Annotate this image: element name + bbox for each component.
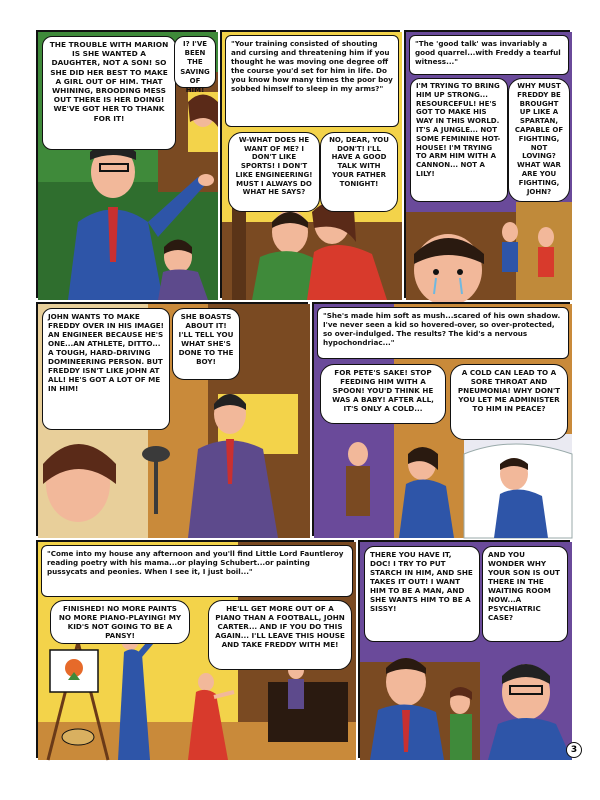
page-number: 3 <box>566 742 582 758</box>
narration-caption: "Your training consisted of shouting and cursing and threatening him if you thought he was moving one degree off the course you'd set for him in life. Do you know how many times the poor boy sobbed himself to sleep in my arms?" <box>225 35 399 127</box>
panel-4 <box>36 302 308 536</box>
dialogue-bubble-mother: JOHN WANTS TO MAKE FREDDY OVER IN HIS IMAGE! AN ENGINEER BECAUSE HE'S ONE...AN ATHLETE, DITTO... A TOUGH, HARD-DRIVING DOMINEERING PERSON. BUT FREDDY ISN'T LIKE JOHN AT ALL! HE'S GOT A LOT OF ME IN HIM! <box>42 308 170 430</box>
narration-caption: "The 'good talk' was invariably a good quarrel...with Freddy a tearful witness..." <box>409 35 569 75</box>
dialogue-bubble-father: FINISHED! NO MORE PAINTS NO MORE PIANO-PLAYING! MY KID'S NOT GOING TO BE A PANSY! <box>50 600 190 644</box>
dialogue-bubble-father: I'M TRYING TO BRING HIM UP STRONG... RESOURCEFUL! HE'S GOT TO MAKE HIS WAY IN THIS WORLD. IT'S A JUNGLE... NOT SOME FEMININE HOT-HOUSE! I'M TRYING TO ARM HIM WITH A CANNON... NOT A LILY! <box>410 78 508 202</box>
dialogue-bubble-boy: W-WHAT DOES HE WANT OF ME? I DON'T LIKE SPORTS! I DON'T LIKE ENGINEERING! MUST I ALWAYS DO WHAT HE SAYS? <box>228 132 320 212</box>
dialogue-bubble-mother: I? I'VE BEEN THE SAVING OF HIM! <box>174 36 216 88</box>
dialogue-bubble-father: THERE YOU HAVE IT, DOC! I TRY TO PUT STARCH IN HIM, AND SHE TAKES IT OUT! I WANT HIM TO BE A MAN, AND SHE WANTS HIM TO BE A SISSY! <box>364 546 480 642</box>
dialogue-bubble-mother: HE'LL GET MORE OUT OF A PIANO THAN A FOOTBALL, JOHN CARTER... AND IF YOU DO THIS AGAIN... I'LL LEAVE THIS HOUSE AND TAKE FREDDY WITH ME! <box>208 600 352 670</box>
panel-5 <box>312 302 570 536</box>
dialogue-bubble-doctor: AND YOU WONDER WHY YOUR SON IS OUT THERE IN THE WAITING ROOM NOW...A PSYCHIATRIC CASE? <box>482 546 568 642</box>
dialogue-bubble-father: THE TROUBLE WITH MARION IS SHE WANTED A DAUGHTER, NOT A SON! SO SHE DID HER BEST TO MAKE A GIRL OUT OF HIM. THAT WHINING, BROODING MESS OUT THERE IS HER DOING! WE'VE GOT HER TO THANK FOR IT! <box>42 36 176 150</box>
narration-caption: "Come into my house any afternoon and you'll find Little Lord Fauntleroy reading poetry with his mama...or playing Schubert...or painting pussycats and peonies. When I see it, I just boil..." <box>41 545 353 597</box>
dialogue-bubble-mother: A COLD CAN LEAD TO A SORE THROAT AND PNEUMONIA! WHY DON'T YOU LET ME ADMINISTER TO HIM IN PEACE? <box>450 364 568 440</box>
panel-7 <box>358 540 570 758</box>
dialogue-bubble-mother: NO, DEAR, YOU DON'T! I'LL HAVE A GOOD TALK WITH YOUR FATHER TONIGHT! <box>320 132 398 212</box>
narration-caption: "She's made him soft as mush...scared of his own shadow. I've never seen a kid so hovered-over, so over-protected, so over-indulged. The results? The kid's a nervous hypochondriac..." <box>317 307 569 359</box>
panel-6 <box>36 540 354 758</box>
panel-2 <box>220 30 400 298</box>
dialogue-bubble-father: SHE BOASTS ABOUT IT! I'LL TELL YOU WHAT SHE'S DONE TO THE BOY! <box>172 308 240 380</box>
panel-1 <box>36 30 216 298</box>
dialogue-bubble-mother: WHY MUST FREDDY BE BROUGHT UP LIKE A SPARTAN, CAPABLE OF FIGHTING, NOT LOVING? WHAT WAR ARE YOU FIGHTING, JOHN? <box>508 78 570 202</box>
dialogue-bubble-father: FOR PETE'S SAKE! STOP FEEDING HIM WITH A SPOON! YOU'D THINK HE WAS A BABY! AFTER ALL, IT'S ONLY A COLD... <box>320 364 446 424</box>
panel-3 <box>404 30 570 298</box>
